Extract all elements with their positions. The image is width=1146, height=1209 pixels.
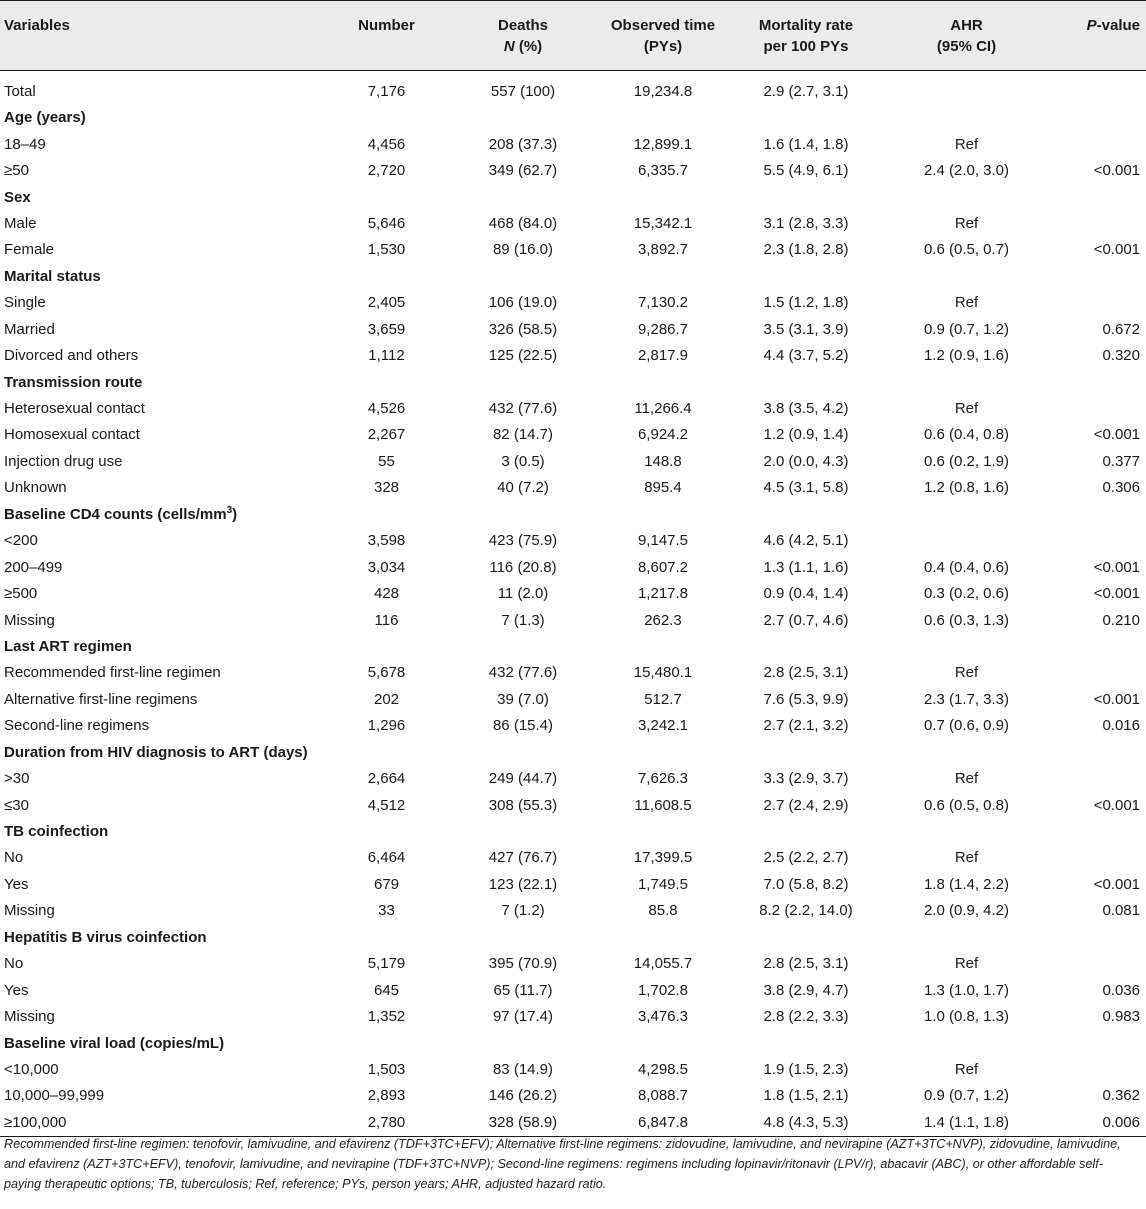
observed-time-cell: 1,702.8 [637, 981, 689, 999]
deaths-cell: 249 (44.7) [488, 770, 558, 788]
variable-cell: ≥100,000 [0, 1110, 320, 1136]
header-observed-time: Observed time (PYs) [593, 1, 733, 71]
number-cell: 7,176 [367, 83, 406, 100]
ahr-cell: 2.0 (0.9, 4.2) [923, 902, 1010, 920]
ahr-cell: 0.9 (0.7, 1.2) [923, 320, 1010, 338]
p-value-cell: <0.001 [1093, 162, 1140, 180]
table-row [0, 554, 1146, 580]
p-value-cell: <0.001 [1093, 796, 1140, 814]
variable-cell: Injection drug use [4, 452, 123, 470]
group-header-row [0, 925, 1146, 951]
table-row [0, 237, 1146, 263]
ahr-cell: Ref [954, 294, 979, 312]
mortality-rate-cell: 2.7 (0.7, 4.6) [763, 611, 849, 629]
ahr-cell: 0.6 (0.5, 0.8) [923, 796, 1010, 814]
p-value-cell [1054, 71, 1146, 106]
number-cell: 2,893 [367, 1087, 406, 1105]
p-value-cell: 0.081 [1102, 902, 1140, 920]
deaths-cell: 106 (19.0) [488, 294, 558, 312]
p-value-cell: 0.210 [1102, 611, 1140, 629]
variable-cell: Homosexual contact [4, 426, 140, 444]
p-value-cell: <0.001 [1093, 585, 1140, 603]
table-row [0, 131, 1146, 157]
number-cell: 2,267 [367, 426, 406, 444]
observed-time-cell: 512.7 [644, 690, 682, 708]
ahr-cell: 0.4 (0.4, 0.6) [923, 558, 1010, 576]
table-row [0, 951, 1146, 977]
variable-cell: 18–49 [4, 135, 46, 153]
deaths-cell: 7 (1.3) [501, 611, 545, 629]
group-label: Age (years) [4, 109, 86, 127]
p-value-cell: <0.001 [1093, 690, 1140, 708]
p-value-cell: <0.001 [1093, 875, 1140, 893]
observed-time-cell: 4,298.5 [637, 1060, 689, 1078]
number-cell: 5,179 [367, 955, 406, 973]
ahr-cell: Ref [954, 664, 979, 682]
table-row [0, 660, 1146, 686]
number-cell: 202 [373, 690, 400, 708]
deaths-cell: 89 (16.0) [492, 241, 554, 259]
group-label: Baseline CD4 counts $(cells/mm^3)$ [4, 504, 238, 523]
observed-time-cell: 148.8 [644, 452, 682, 470]
observed-time-cell: 17,399.5 [633, 849, 693, 867]
group-label: Hepatitis B virus coinfection [4, 928, 207, 946]
deaths-cell: 328 (58.9) [453, 1110, 593, 1136]
p-value-cell [1054, 951, 1146, 977]
mortality-rate-cell: 4.4 (3.7, 5.2) [763, 347, 849, 365]
number-cell: 1,530 [367, 241, 406, 259]
number-cell: 1,296 [367, 717, 406, 735]
header-ahr: AHR (95% CI) [879, 1, 1054, 71]
number-cell: 645 [373, 981, 400, 999]
table-row [0, 422, 1146, 448]
deaths-cell: 3 (0.5) [501, 452, 545, 470]
group-header-row [0, 634, 1146, 660]
mortality-rate-cell: 2.3 (1.8, 2.8) [763, 241, 849, 259]
p-value-cell [1054, 1057, 1146, 1083]
mortality-rate-cell: 2.5 (2.2, 2.7) [763, 849, 849, 867]
number-cell: 3,034 [367, 558, 406, 576]
variable-cell: Missing [4, 902, 55, 920]
table-footnote: Recommended first-line regimen: tenofovir, lamivudine, and efavirenz (TDF+3TC+EFV); Alternative first-line regimens: zidovudine, lamivudine, and nevirapine (AZT+3TC+NVP), zidovudine, lamivudine, and efavirenz (AZT+3TC+EFV), tenofovir, lamivudine, and nevirapine (TDF+3TC+NVP); Second-line regimens: regimens including lopinavir/ritonavir (LPV/r), abacavir (ABC), or other affordable self-paying therapeutic options; TB, tuberculosis; Ref, reference; PYs, person years; AHR, adjusted hazard ratio. [4, 1137, 1121, 1191]
group-header-row [0, 819, 1146, 845]
mortality-rate-cell: 5.5 (4.9, 6.1) [763, 162, 849, 180]
number-cell: 2,664 [367, 770, 406, 788]
p-value-cell: <0.001 [1093, 558, 1140, 576]
ahr-cell [879, 71, 1054, 106]
ahr-cell: Ref [954, 955, 979, 973]
ahr-cell: 0.6 (0.3, 1.3) [923, 611, 1010, 629]
variable-cell: Second-line regimens [4, 717, 150, 735]
header-p-value: P-value [1054, 1, 1146, 71]
table-row [0, 898, 1146, 924]
mortality-rate-cell: 3.8 (2.9, 4.7) [763, 981, 849, 999]
ahr-cell: 0.6 (0.2, 1.9) [923, 452, 1010, 470]
mortality-rate-cell: 8.2 (2.2, 14.0) [759, 902, 853, 920]
mortality-rate-cell: 2.8 (2.5, 3.1) [763, 955, 849, 973]
group-header-row [0, 105, 1146, 131]
deaths-cell: 97 (17.4) [492, 1008, 554, 1026]
mortality-rate-cell: 0.9 (0.4, 1.4) [763, 585, 849, 603]
header-number: Number [320, 1, 453, 71]
deaths-cell: 86 (15.4) [492, 717, 554, 735]
observed-time-cell: 6,847.8 [593, 1110, 733, 1136]
p-value-cell [1054, 845, 1146, 871]
group-label: Duration from HIV diagnosis to ART (days) [4, 743, 308, 761]
observed-time-cell: 2,817.9 [637, 347, 689, 365]
number-cell: 33 [378, 902, 395, 920]
number-cell: 328 [373, 479, 400, 497]
number-cell: 4,512 [367, 796, 406, 814]
observed-time-cell: 6,924.2 [637, 426, 689, 444]
deaths-cell: 125 (22.5) [488, 347, 558, 365]
mortality-rate-cell: 2.9 (2.7, 3.1) [763, 83, 849, 100]
p-value-cell [1054, 528, 1146, 554]
deaths-cell: 423 (75.9) [488, 532, 558, 550]
mortality-rate-cell: 3.5 (3.1, 3.9) [763, 320, 849, 338]
table-row [0, 1004, 1146, 1030]
group-label: Sex [4, 188, 31, 206]
table-row [0, 977, 1146, 1003]
observed-time-cell: 3,892.7 [637, 241, 689, 259]
deaths-cell: 427 (76.7) [488, 849, 558, 867]
table-row [0, 71, 1146, 106]
observed-time-cell: 15,342.1 [633, 214, 693, 232]
deaths-cell: 82 (14.7) [492, 426, 554, 444]
number-cell: 679 [373, 875, 400, 893]
mortality-rate-cell: 4.5 (3.1, 5.8) [763, 479, 849, 497]
table-row [0, 687, 1146, 713]
ahr-cell: Ref [954, 849, 979, 867]
table-row [0, 1057, 1146, 1083]
ahr-cell: Ref [954, 400, 979, 418]
deaths-cell: 146 (26.2) [488, 1087, 558, 1105]
deaths-cell: 432 (77.6) [488, 400, 558, 418]
variable-cell: Unknown [4, 479, 67, 497]
deaths-cell: 395 (70.9) [488, 955, 558, 973]
ahr-cell: Ref [954, 1060, 979, 1078]
variable-cell: Alternative first-line regimens [4, 690, 198, 708]
variable-cell: Male [4, 214, 37, 232]
variable-cell: Total [4, 83, 36, 100]
observed-time-cell: 1,749.5 [637, 875, 689, 893]
table-row [0, 317, 1146, 343]
deaths-cell: 65 (11.7) [493, 981, 553, 999]
number-cell: 428 [373, 585, 400, 603]
ahr-cell: 1.0 (0.8, 1.3) [923, 1008, 1010, 1026]
header-mortality-rate: Mortality rate per 100 PYs [733, 1, 879, 71]
deaths-cell: 11 (2.0) [497, 585, 549, 603]
group-header-row [0, 264, 1146, 290]
p-value-cell [1054, 660, 1146, 686]
mortality-rate-cell: 1.2 (0.9, 1.4) [763, 426, 849, 444]
ahr-cell: 1.3 (1.0, 1.7) [923, 981, 1010, 999]
variable-cell: ≤30 [4, 796, 29, 814]
p-value-cell [1054, 290, 1146, 316]
mortality-rate-cell: 1.6 (1.4, 1.8) [763, 135, 849, 153]
variable-cell: Yes [4, 875, 29, 893]
number-cell: 3,598 [367, 532, 406, 550]
table-row [0, 1083, 1146, 1109]
mortality-rate-cell: 4.6 (4.2, 5.1) [763, 532, 849, 550]
table-row [0, 581, 1146, 607]
number-cell: 2,720 [367, 162, 406, 180]
variable-cell: ≥500 [4, 585, 38, 603]
group-label: Transmission route [4, 373, 143, 391]
deaths-cell: 208 (37.3) [488, 135, 558, 153]
p-value-cell: 0.036 [1102, 981, 1140, 999]
table-row [0, 792, 1146, 818]
variable-cell: Yes [4, 981, 29, 999]
mortality-rate-cell: 3.3 (2.9, 3.7) [763, 770, 849, 788]
ahr-cell: 0.6 (0.5, 0.7) [923, 241, 1010, 259]
group-header-row [0, 369, 1146, 395]
ahr-cell: 2.3 (1.7, 3.3) [923, 690, 1010, 708]
mortality-rate-cell: 2.8 (2.2, 3.3) [763, 1008, 849, 1026]
variable-cell: No [4, 955, 24, 973]
table-row [0, 396, 1146, 422]
table-row [0, 607, 1146, 633]
observed-time-cell: 7,626.3 [637, 770, 689, 788]
number-cell: 2,780 [320, 1110, 453, 1136]
number-cell: 4,526 [367, 400, 406, 418]
mortality-rate-cell: 1.5 (1.2, 1.8) [763, 294, 849, 312]
table-row [0, 158, 1146, 184]
number-cell: 6,464 [367, 849, 406, 867]
p-value-cell: 0.362 [1102, 1087, 1140, 1105]
mortality-rate-cell: 2.7 (2.1, 3.2) [763, 717, 849, 735]
deaths-cell: 83 (14.9) [492, 1060, 554, 1078]
number-cell: 1,112 [368, 347, 405, 365]
variable-cell: Recommended first-line regimen [4, 664, 221, 682]
number-cell: 3,659 [367, 320, 406, 338]
ahr-cell: Ref [954, 770, 979, 788]
mortality-rate-cell: 4.8 (4.3, 5.3) [733, 1110, 879, 1136]
table-body [0, 71, 1146, 1137]
p-value-cell [1054, 396, 1146, 422]
mortality-rate-cell: 7.6 (5.3, 9.9) [763, 690, 849, 708]
number-cell: 2,405 [367, 294, 406, 312]
ahr-cell: 1.8 (1.4, 2.2) [923, 875, 1010, 893]
mortality-rate-cell: 2.7 (2.4, 2.9) [763, 796, 849, 814]
ahr-cell: Ref [954, 214, 979, 232]
table-row [0, 766, 1146, 792]
observed-time-cell: 19,234.8 [633, 83, 693, 100]
p-value-cell: 0.006 [1054, 1110, 1146, 1136]
mortality-rate-cell: 2.8 (2.5, 3.1) [763, 664, 849, 682]
p-value-cell: <0.001 [1093, 426, 1140, 444]
table-row [0, 845, 1146, 871]
variable-cell: ≥50 [4, 162, 29, 180]
p-value-cell: 0.672 [1102, 320, 1140, 338]
variable-cell: <10,000 [4, 1060, 59, 1078]
mortality-rate-cell: 2.0 (0.0, 4.3) [763, 452, 849, 470]
header-variables: Variables [0, 1, 320, 71]
deaths-cell: 326 (58.5) [488, 320, 558, 338]
observed-time-cell: 6,335.7 [637, 162, 689, 180]
deaths-cell: 432 (77.6) [488, 664, 558, 682]
table-row [0, 290, 1146, 316]
variable-cell: >30 [4, 770, 30, 788]
group-label: Last ART regimen [4, 637, 132, 655]
observed-time-cell: 9,286.7 [637, 320, 689, 338]
observed-time-cell: 9,147.5 [637, 532, 689, 550]
mortality-rate-cell: 1.3 (1.1, 1.6) [763, 558, 849, 576]
group-header-row [0, 184, 1146, 210]
ahr-cell [879, 528, 1054, 554]
group-header-row [0, 502, 1146, 528]
variable-cell: Female [4, 241, 55, 259]
variable-cell: Missing [4, 1008, 55, 1026]
variable-cell: <200 [4, 532, 38, 550]
p-value-cell [1054, 211, 1146, 237]
table-row [0, 1110, 1146, 1136]
p-value-cell [1054, 766, 1146, 792]
observed-time-cell: 7,130.2 [637, 294, 689, 312]
p-value-cell: 0.306 [1102, 479, 1140, 497]
deaths-cell: 40 (7.2) [497, 479, 549, 497]
table-row [0, 343, 1146, 369]
deaths-cell: 349 (62.7) [488, 162, 558, 180]
ahr-cell: 0.9 (0.7, 1.2) [923, 1087, 1010, 1105]
observed-time-cell: 14,055.7 [633, 955, 693, 973]
variable-cell: Married [4, 320, 55, 338]
observed-time-cell: 1,217.8 [637, 585, 689, 603]
observed-time-cell: 3,242.1 [637, 717, 689, 735]
group-label: TB coinfection [4, 823, 109, 841]
group-label: Baseline viral load (copies/mL) [4, 1034, 225, 1052]
deaths-cell: 116 (20.8) [489, 558, 557, 576]
number-cell: 116 [374, 611, 399, 629]
deaths-cell: 468 (84.0) [488, 214, 558, 232]
observed-time-cell: 895.4 [644, 479, 682, 497]
number-cell: 1,352 [367, 1008, 406, 1026]
p-value-cell: 0.377 [1102, 452, 1140, 470]
table-row [0, 528, 1146, 554]
ahr-cell: 1.2 (0.9, 1.6) [923, 347, 1010, 365]
table-row [0, 211, 1146, 237]
ahr-cell: 2.4 (2.0, 3.0) [923, 162, 1010, 180]
table-row [0, 449, 1146, 475]
variable-cell: 10,000–99,999 [4, 1087, 105, 1105]
number-cell: 4,456 [367, 135, 406, 153]
mortality-rate-cell: 1.8 (1.5, 2.1) [763, 1087, 849, 1105]
ahr-cell: 0.6 (0.4, 0.8) [923, 426, 1010, 444]
ahr-cell: 1.4 (1.1, 1.8) [879, 1110, 1054, 1136]
ahr-cell: 0.7 (0.6, 0.9) [923, 717, 1010, 735]
number-cell: 1,503 [367, 1060, 406, 1078]
number-cell: 5,678 [367, 664, 406, 682]
variable-cell: Single [4, 294, 46, 312]
p-value-cell: 0.983 [1102, 1008, 1140, 1026]
observed-time-cell: 11,266.4 [634, 400, 692, 418]
p-value-cell: <0.001 [1093, 241, 1140, 259]
observed-time-cell: 262.3 [644, 611, 682, 629]
header-row [0, 1, 1146, 71]
number-cell: 55 [378, 452, 395, 470]
variable-cell: No [4, 849, 24, 867]
table-row [0, 872, 1146, 898]
mortality-rate-cell: 3.8 (3.5, 4.2) [763, 400, 849, 418]
ahr-cell: 1.2 (0.8, 1.6) [923, 479, 1010, 497]
group-label: Marital status [4, 267, 101, 285]
mortality-rate-cell: 3.1 (2.8, 3.3) [763, 214, 849, 232]
observed-time-cell: 8,607.2 [637, 558, 689, 576]
variable-cell: 200–499 [4, 558, 63, 576]
ahr-cell: 0.3 (0.2, 0.6) [923, 585, 1010, 603]
p-value-cell: 0.320 [1102, 347, 1140, 365]
mortality-rate-cell: 7.0 (5.8, 8.2) [763, 875, 849, 893]
observed-time-cell: 85.8 [648, 902, 678, 920]
deaths-cell: 7 (1.2) [501, 902, 545, 920]
variable-cell: Divorced and others [4, 347, 139, 365]
header-deaths: Deaths N (%) [453, 1, 593, 71]
observed-time-cell: 12,899.1 [633, 135, 693, 153]
deaths-cell: 123 (22.1) [488, 875, 558, 893]
group-header-row [0, 1030, 1146, 1056]
p-value-cell: 0.016 [1102, 717, 1140, 735]
deaths-cell: 39 (7.0) [497, 690, 549, 708]
deaths-cell: 308 (55.3) [488, 796, 558, 814]
table-row [0, 475, 1146, 501]
table-row [0, 713, 1146, 739]
p-value-cell [1054, 131, 1146, 157]
variable-cell: Heterosexual contact [4, 400, 145, 418]
observed-time-cell: 8,088.7 [637, 1087, 689, 1105]
observed-time-cell: 15,480.1 [633, 664, 693, 682]
observed-time-cell: 11,608.5 [634, 796, 692, 814]
number-cell: 5,646 [367, 214, 406, 232]
ahr-cell: Ref [954, 135, 979, 153]
group-header-row [0, 740, 1146, 766]
mortality-rate-cell: 1.9 (1.5, 2.3) [763, 1060, 849, 1078]
variable-cell: Missing [4, 611, 55, 629]
observed-time-cell: 3,476.3 [637, 1008, 689, 1026]
deaths-cell: 557 (100) [490, 83, 556, 100]
